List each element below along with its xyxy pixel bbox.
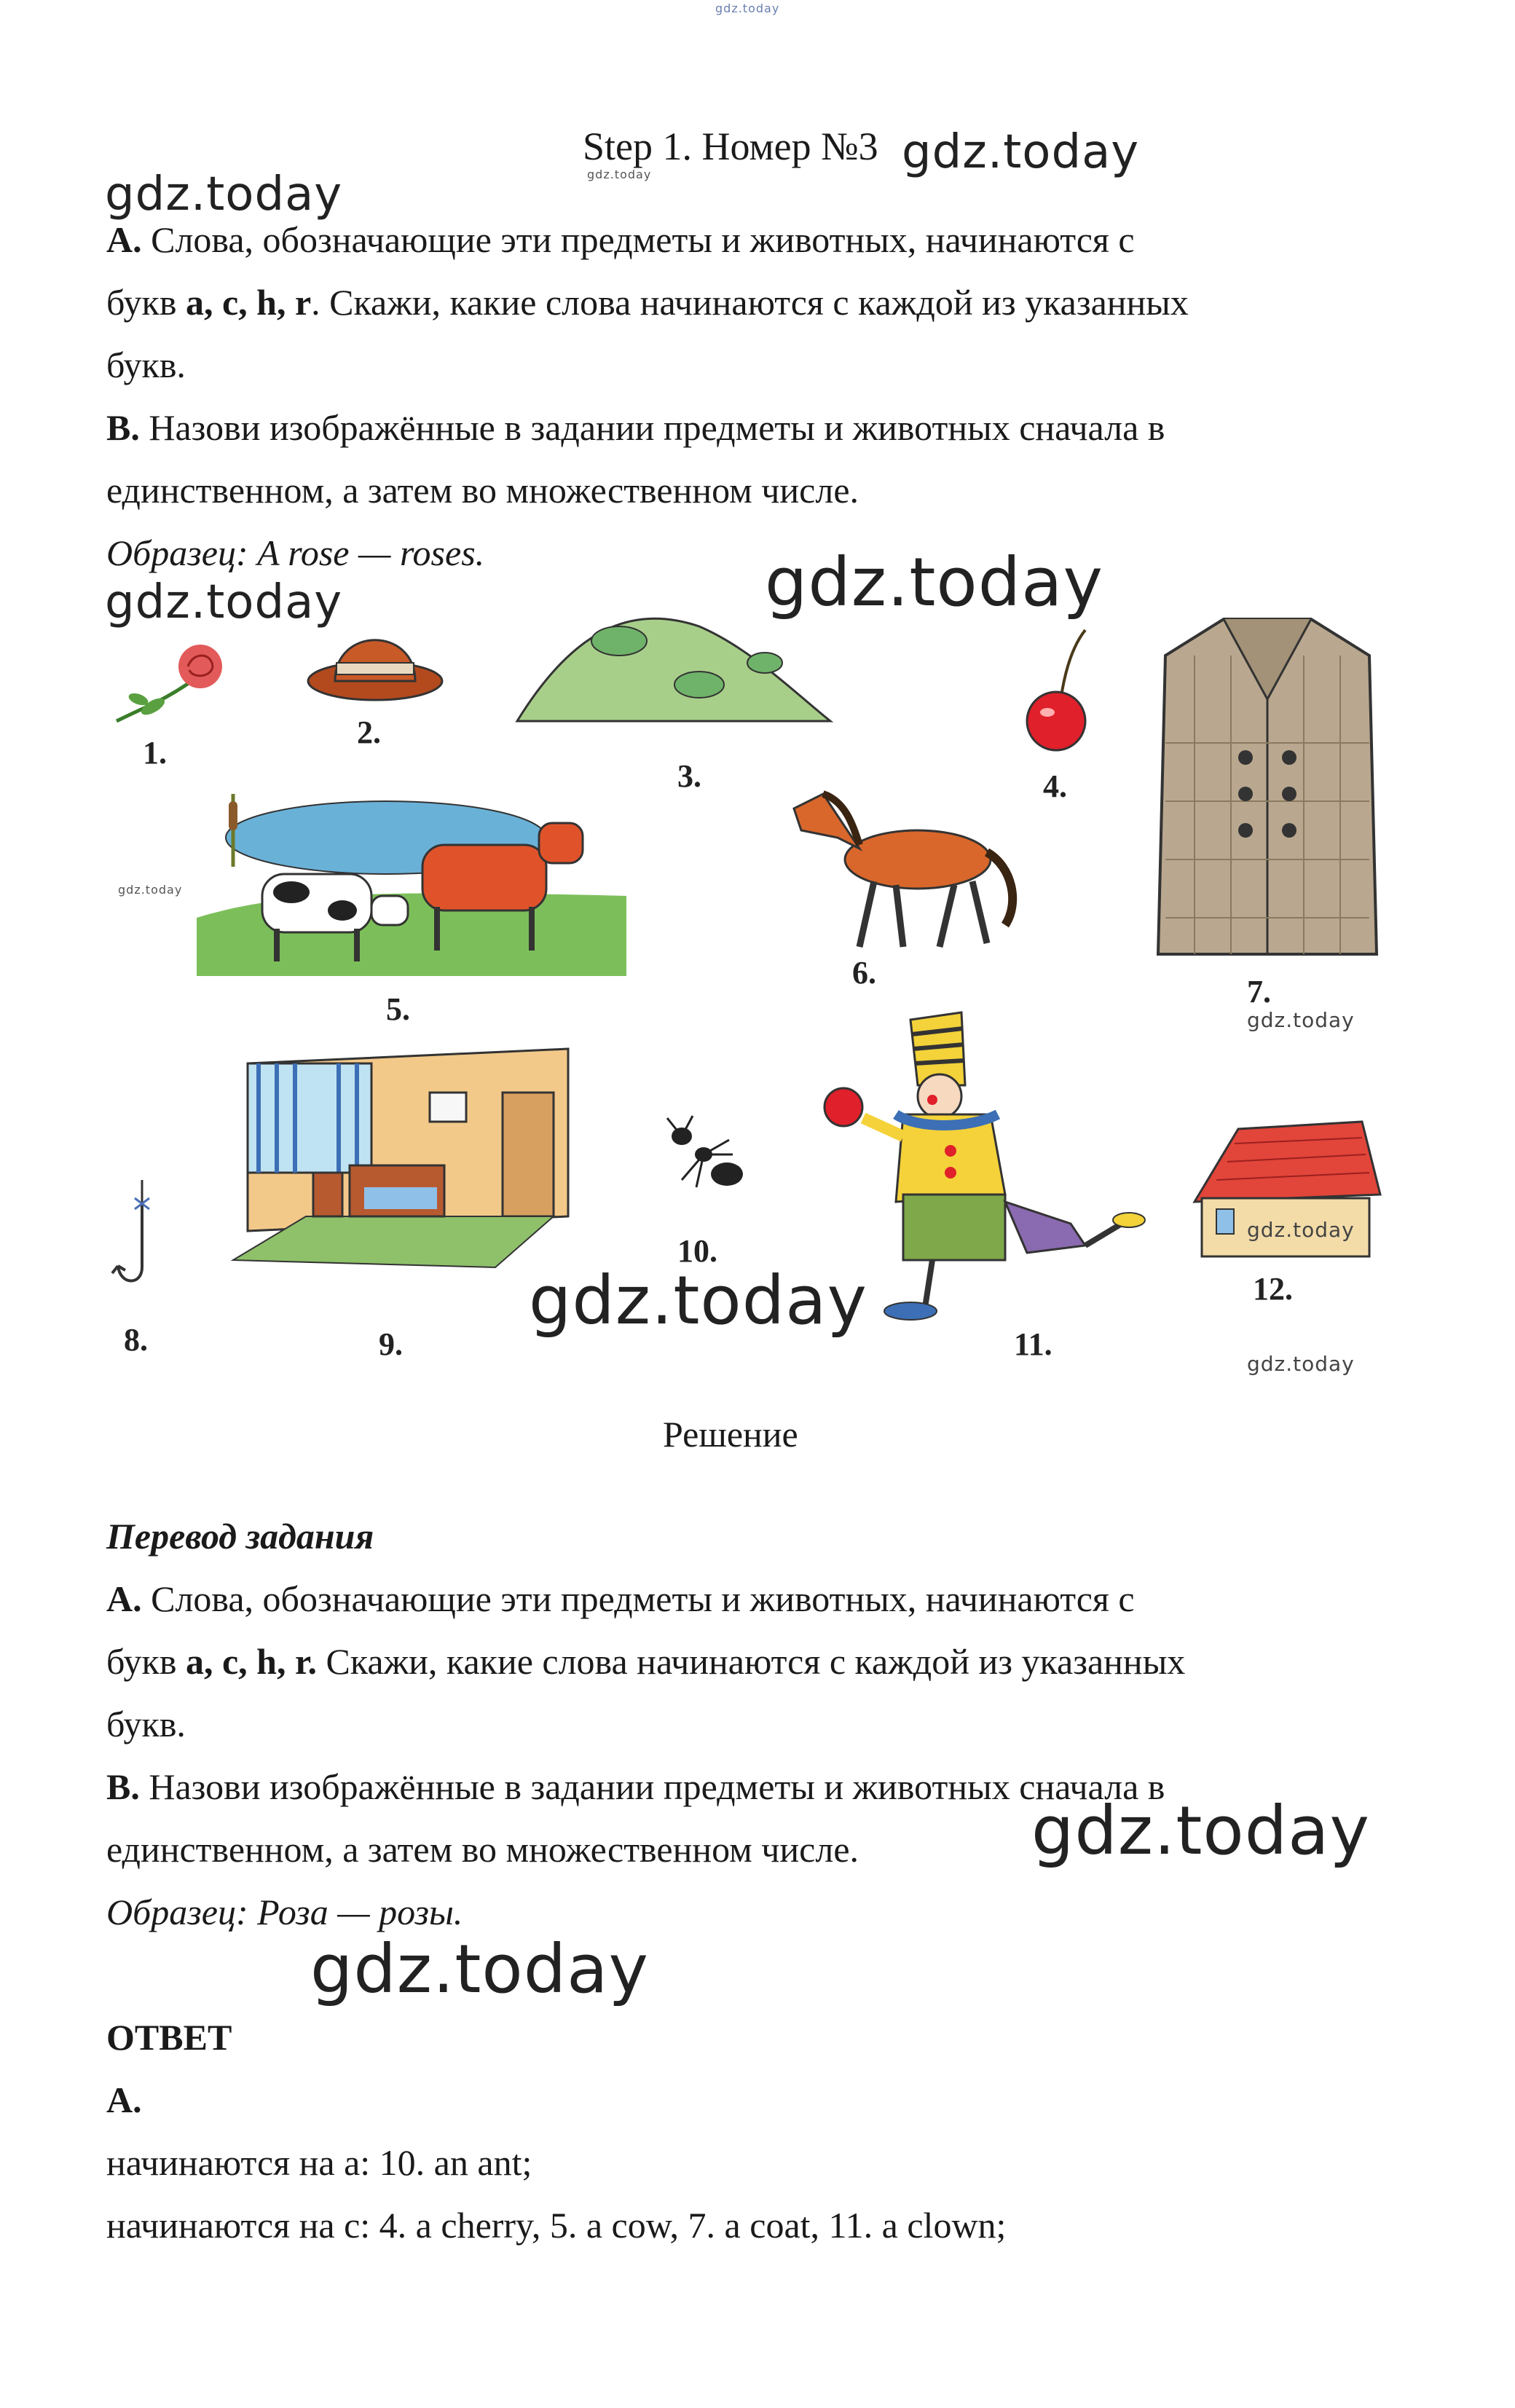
task-a-line3: букв. [106,345,186,385]
watermark-coat: gdz.today [1247,1008,1355,1032]
top-watermark: gdz.today [715,1,780,15]
watermark-translation-right: gdz.today [1031,1792,1370,1870]
figure-number-10: 10. [677,1233,717,1269]
figure-number-3: 3. [677,758,701,794]
translation-a-line2: букв a, c, h, r. Скажи, какие слова начинаются с каждой из указанных [106,1641,1186,1682]
horse-picture [779,779,1027,954]
translation-b-line2: единственном, а затем во множественном числе. [106,1829,859,1870]
figure-number-12: 12. [1253,1271,1293,1307]
ant-picture [660,1114,747,1195]
watermark-left-pictures: gdz.today [105,575,343,629]
watermark-tiny-title: gdz.today [587,168,652,181]
figure-number-2: 2. [357,715,381,750]
watermark-title: gdz.today [902,125,1140,179]
hook-picture [109,1180,175,1289]
answer-heading: ОТВЕТ [106,2017,232,2058]
watermark-translation-center: gdz.today [310,1930,649,2008]
solution-heading: Решение [663,1414,798,1455]
watermark-left-top: gdz.today [105,168,343,221]
translation-heading: Перевод задания [106,1516,374,1557]
hill-picture [517,597,830,743]
hat-picture [306,612,444,707]
figure-number-7: 7. [1247,974,1271,1010]
rose-picture [109,634,226,728]
figure-number-11: 11. [1014,1326,1052,1362]
figure-number-1: 1. [143,735,167,771]
translation-sample: Образец: Роза — розы. [106,1892,463,1932]
task-sample: Образец: A rose — roses. [106,532,485,573]
figure-number-8: 8. [124,1322,148,1358]
answer-line-a: начинаются на а: 10. an ant; [106,2142,532,2183]
task-b-line2: единственном, а затем во множественном числе. [106,470,859,511]
watermark-house: gdz.today [1247,1218,1355,1242]
translation-b-line1: B. Назови изображённые в задании предметы и животных сначала в [106,1766,1165,1807]
cows-picture [197,787,626,976]
cherry-picture [1020,626,1100,750]
page-title: Step 1. Номер №3 [583,125,878,168]
room-picture [219,1049,568,1275]
task-b-line1: B. Назови изображённые в задании предметы и животных сначала в [106,407,1165,448]
figure-number-5: 5. [386,991,410,1027]
figure-number-9: 9. [379,1326,403,1362]
watermark-cows: gdz.today [118,883,183,897]
watermark-pictures-big: gdz.today [765,543,1103,621]
translation-a-line1: A. Слова, обозначающие эти предметы и животных, начинаются с [106,1578,1135,1619]
answer-line-c: начинаются на с: 4. a cherry, 5. a cow, 7. a coat, 11. a clown; [106,2205,1007,2246]
watermark-pictures-mid: gdz.today [529,1262,867,1339]
figure-number-6: 6. [852,955,876,991]
figure-number-4: 4. [1043,768,1067,804]
coat-picture [1151,612,1384,961]
task-a-line1: A. Слова, обозначающие эти предметы и животных, начинаются с [106,219,1135,260]
answer-a-label: A. [106,2080,142,2120]
watermark-right-bottom: gdz.today [1247,1352,1355,1376]
translation-a-line3: букв. [106,1704,186,1744]
task-a-line2: букв a, c, h, r. Скажи, какие слова начинаются с каждой из указанных [106,282,1189,323]
